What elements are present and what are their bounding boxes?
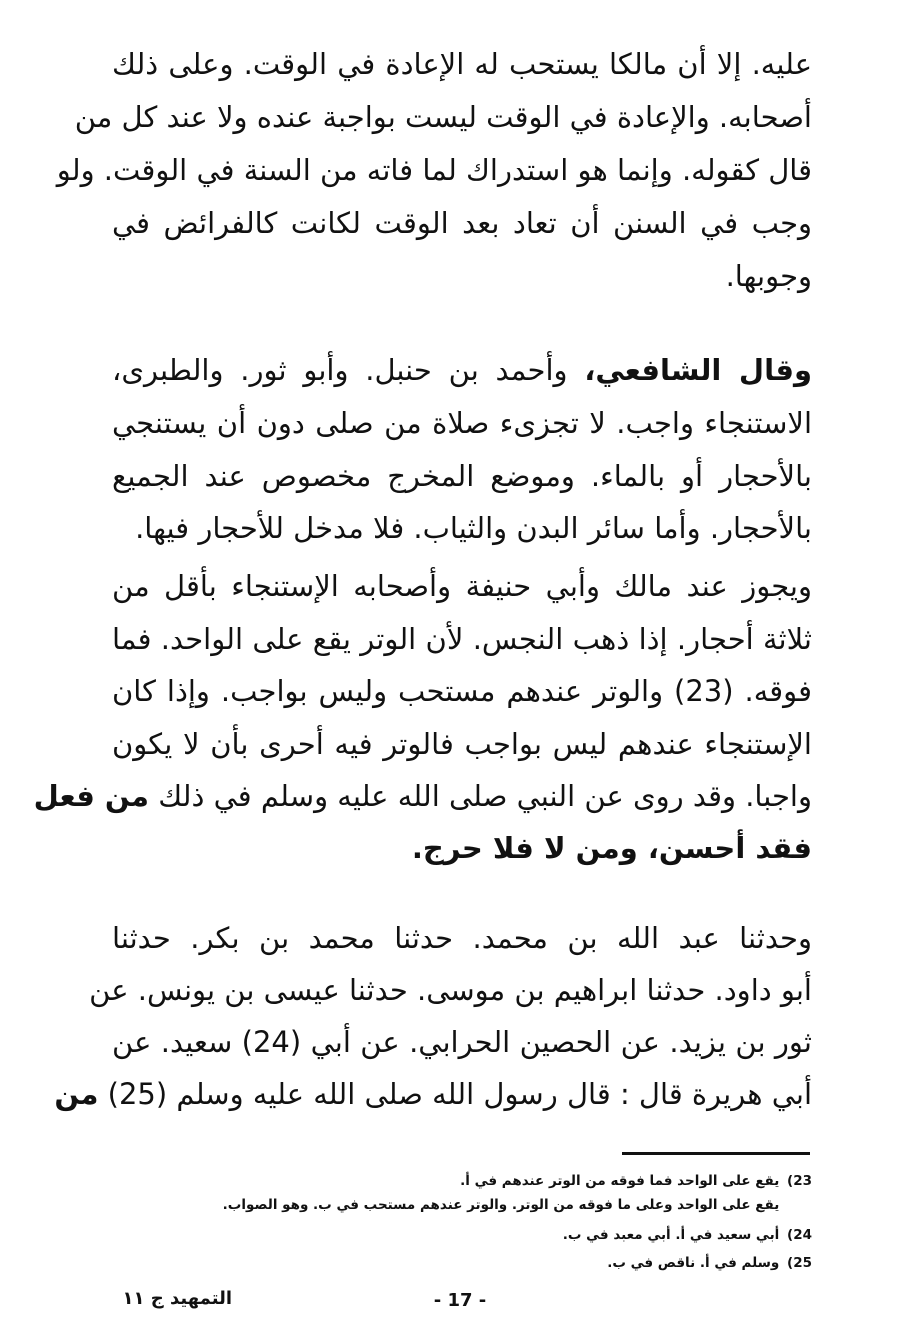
footnote-number: 23) xyxy=(787,1173,812,1189)
text-line xyxy=(33,776,812,816)
text-span: واجبا. وقد روى عن النبي صلى الله عليه وسلم في ذلك xyxy=(148,779,812,813)
text-span: أبي هريرة قال : قال رسول الله صلى الله عليه وسلم (25) xyxy=(98,1077,812,1111)
bold-lead: وقال الشافعي، xyxy=(584,353,812,387)
text-line xyxy=(54,1074,812,1114)
text-line: وجوبها. xyxy=(725,259,812,293)
text-line: ثور بن يزيد. عن الحصين الحرابي. عن أبي (24) سعيد. عن xyxy=(112,1025,812,1059)
footnote xyxy=(112,1252,812,1274)
text-line: فقد أحسن، ومن لا فلا حرج. xyxy=(411,831,812,865)
text-line: ثلاثة أحجار. إذا ذهب النجس. لأن الوتر يقع على الواحد. فما xyxy=(112,622,812,656)
text-line: عليه. إلا أن مالكا يستحب له الإعادة في الوقت. وعلى ذلك xyxy=(112,47,812,81)
footnote-number: 25) xyxy=(787,1255,812,1271)
text-line: أصحابه. والإعادة في الوقت ليست بواجبة عنده ولا عند كل من xyxy=(74,100,812,134)
book-title: التمهيد ج ١١ xyxy=(122,1288,232,1309)
footnote-text: وسلم في أ. ناقص في ب. xyxy=(607,1255,780,1271)
text-line: وحدثنا عبد الله بن محمد. حدثنا محمد بن بكر. حدثنا xyxy=(112,921,812,955)
text-line: بالأحجار أو بالماء. وموضع المخرج مخصوص عند الجميع xyxy=(112,459,812,493)
text-line: بالأحجار. وأما سائر البدن والثياب. فلا مدخل للأحجار فيها. xyxy=(135,511,812,545)
footnote-text: يقع على الواحد وعلى ما فوقه من الوتر. والوتر عندهم مستحب في ب. وهو الصواب. xyxy=(222,1197,780,1213)
bold-span: من xyxy=(54,1077,99,1111)
footnote xyxy=(112,1194,812,1216)
text-line: الاستنجاء واجب. لا تجزىء صلاة من صلى دون أن يستنجي xyxy=(112,406,812,440)
text-line: فوقه. (23) والوتر عندهم مستحب وليس بواجب. وإذا كان xyxy=(112,674,812,708)
footnote-divider xyxy=(622,1152,810,1155)
text-line: الإستنجاء عندهم ليس بواجب فالوتر فيه أحرى بأن لا يكون xyxy=(112,727,812,761)
footnote xyxy=(112,1170,812,1192)
text-line xyxy=(112,350,812,390)
footnote-number: 24) xyxy=(787,1227,812,1243)
bold-span: من فعل xyxy=(33,779,149,813)
footnote-text: يقع على الواحد فما فوقه من الوتر عندهم في أ. xyxy=(460,1173,780,1189)
footnote xyxy=(112,1224,812,1246)
text-line: أبو داود. حدثنا ابراهيم بن موسى. حدثنا عيسى بن يونس. عن xyxy=(89,973,812,1007)
text-line: ويجوز عند مالك وأبي حنيفة وأصحابه الإستنجاء بأقل من xyxy=(112,569,812,603)
footnote-text: أبي سعيد في أ. أبي معبد في ب. xyxy=(562,1227,780,1243)
page-number: - 17 - xyxy=(433,1290,487,1311)
text-span: وأحمد بن حنبل. وأبو ثور. والطبرى، xyxy=(112,353,585,387)
text-line: قال كقوله. وإنما هو استدراك لما فاته من السنة في الوقت. ولو xyxy=(56,153,812,187)
text-line: وجب في السنن أن تعاد بعد الوقت لكانت كالفرائض في xyxy=(112,206,812,240)
